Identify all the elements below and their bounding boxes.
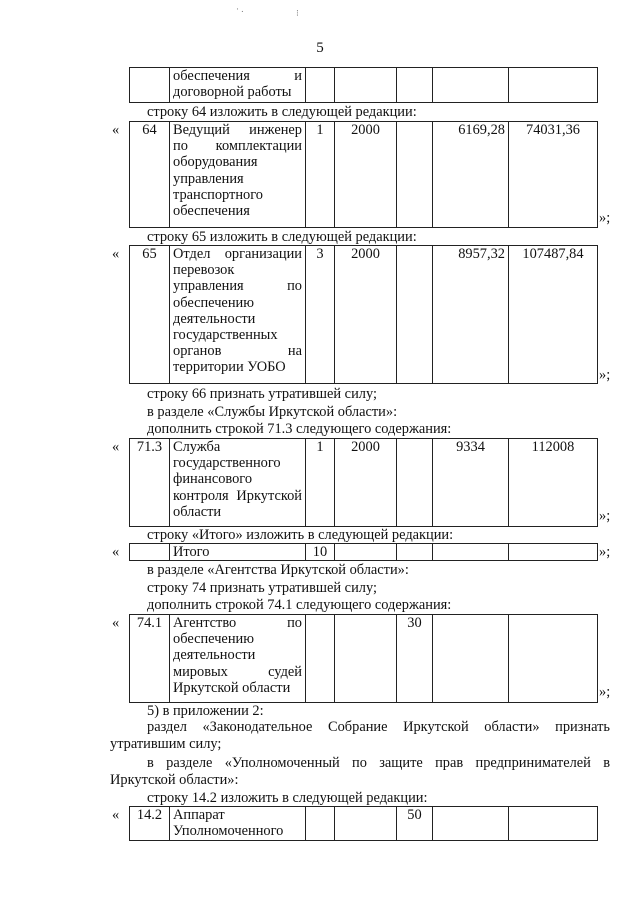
instruction-text: в разделе «Агентства Иркутской области»:: [147, 562, 409, 578]
quote-close: »;: [599, 684, 611, 700]
table-cell: [306, 615, 335, 703]
instruction-text: строку 66 признать утратившей силу;: [147, 386, 377, 402]
instruction-text: 5) в приложении 2:: [147, 703, 264, 719]
table-cell: Аппарат Уполномоченного: [170, 807, 306, 841]
table-cell: [433, 544, 509, 561]
scan-mark: · .: [236, 4, 244, 14]
table-cell: 112008: [509, 439, 598, 527]
table-cell: Служба государственного финансового контроля Иркутской области: [170, 439, 306, 527]
table-row: [130, 122, 598, 228]
table-cell: [509, 68, 598, 103]
quote-close: »;: [599, 508, 611, 524]
quote-close: »;: [599, 544, 611, 560]
table-row-14-2: [129, 806, 598, 841]
table-cell: [509, 544, 598, 561]
table-cell: [335, 807, 397, 841]
table-cell: [397, 544, 433, 561]
table-cell: 2000: [335, 246, 397, 384]
table-cell: Агентство по обеспечению деятельности мировых судей Иркутской области: [170, 615, 306, 703]
table-cell: [509, 807, 598, 841]
quote-open: «: [112, 439, 120, 455]
table-cell: [397, 122, 433, 228]
quote-open: «: [112, 246, 120, 262]
table-row-total: [129, 543, 598, 561]
table-row: [130, 68, 598, 103]
table-cell: [335, 544, 397, 561]
paragraph: в разделе «Уполномоченный по защите прав предпринимателей в Иркутской области»:: [110, 755, 610, 788]
quote-close: »;: [599, 367, 611, 383]
instruction-text: строку «Итого» изложить в следующей редакции:: [147, 527, 454, 543]
table-cell: 3: [306, 246, 335, 384]
instruction-text: строку 74 признать утратившей силу;: [147, 580, 377, 596]
quote-open: «: [112, 807, 120, 823]
table-row: [130, 807, 598, 841]
table-cell: обеспечения и договорной работы: [170, 68, 306, 103]
instruction-text: дополнить строкой 71.3 следующего содержания:: [147, 421, 452, 437]
table-cell: [130, 68, 170, 103]
table-cell: [306, 807, 335, 841]
table-cell: [335, 615, 397, 703]
table-cell: 74031,36: [509, 122, 598, 228]
quote-close: »;: [599, 210, 611, 226]
table-cell: 6169,28: [433, 122, 509, 228]
table-cell: 14.2: [130, 807, 170, 841]
table-cell: 64: [130, 122, 170, 228]
instruction-text: в разделе «Службы Иркутской области»:: [147, 404, 398, 420]
paragraph: раздел «Законодательное Собрание Иркутской области» признать утратившим силу;: [110, 719, 610, 752]
scan-mark: ⁝: [296, 8, 299, 18]
table-cell: [433, 807, 509, 841]
table-cell: [335, 68, 397, 103]
table-cell: 2000: [335, 122, 397, 228]
table-cell: 1: [306, 122, 335, 228]
table-cell: 71.3: [130, 439, 170, 527]
table-row-74-1: [129, 614, 598, 703]
table-cell: 1: [306, 439, 335, 527]
table-cell: 10: [306, 544, 335, 561]
table-continuation: [129, 67, 598, 103]
table-cell: 30: [397, 615, 433, 703]
table-cell: [397, 68, 433, 103]
instruction-text: строку 64 изложить в следующей редакции:: [147, 104, 417, 120]
table-cell: 2000: [335, 439, 397, 527]
table-row: [130, 439, 598, 527]
table-row: [130, 615, 598, 703]
table-row: [130, 246, 598, 384]
table-cell: Итого: [170, 544, 306, 561]
table-cell: 65: [130, 246, 170, 384]
quote-open: «: [112, 544, 120, 560]
instruction-text: строку 14.2 изложить в следующей редакции:: [147, 790, 428, 806]
table-cell: 107487,84: [509, 246, 598, 384]
instruction-text: дополнить строкой 74.1 следующего содержания:: [147, 597, 452, 613]
page-number: 5: [316, 40, 324, 56]
table-cell: [306, 68, 335, 103]
table-cell: 9334: [433, 439, 509, 527]
table-row: [130, 544, 598, 561]
table-cell: [509, 615, 598, 703]
table-cell: [397, 439, 433, 527]
table-cell: 8957,32: [433, 246, 509, 384]
table-row-65: [129, 245, 598, 384]
table-cell: [130, 544, 170, 561]
table-cell: 74.1: [130, 615, 170, 703]
table-row-64: [129, 121, 598, 228]
quote-open: «: [112, 615, 120, 631]
table-cell: [433, 68, 509, 103]
instruction-text: строку 65 изложить в следующей редакции:: [147, 229, 417, 245]
table-cell: [433, 615, 509, 703]
table-cell: Ведущий инженер по комплектации оборудования управления транспортного обеспечения: [170, 122, 306, 228]
table-cell: [397, 246, 433, 384]
table-row-71-3: [129, 438, 598, 527]
table-cell: Отдел организации перевозок управления по обеспечению деятельности государственных органов на территории УОБО: [170, 246, 306, 384]
table-cell: 50: [397, 807, 433, 841]
quote-open: «: [112, 122, 120, 138]
